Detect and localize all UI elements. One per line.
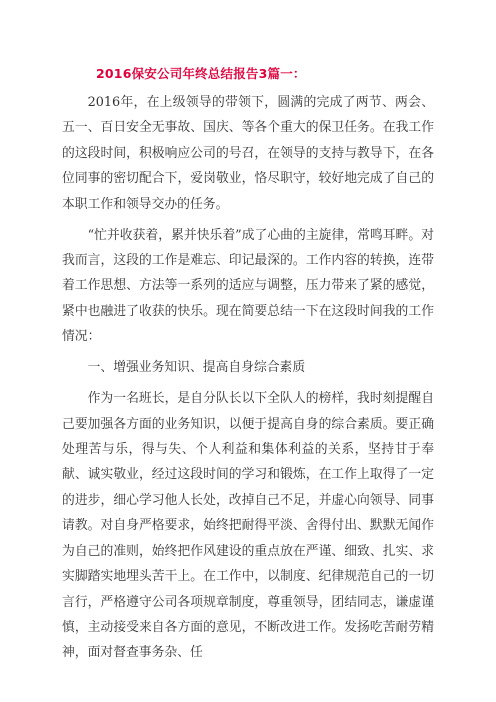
document-body: [62, 90, 434, 671]
paragraph-intro: 2016年，在上级领导的带领下，圆满的完成了两节、两会、五一、百日安全无事故、国庆、等各个重大的保卫任务。在我工作的这段时间，积极响应公司的号召，在领导的支持与教导下，在各位同事的密切配合下，爱岗敬业，恪尽职守，较好地完成了自己的本职工作和领导交办的任务。: [62, 95, 434, 212]
paragraph-summary: “忙并收获着，累并快乐着”成了心曲的主旋律，常鸣耳畔。对我而言，这段的工作是难忘、印记最深的。工作内容的转换，连带着工作思想、方法等一系列的适应与调整，压力带来了紧的感觉，紧中也融进了收获的快乐。现在简要总结一下在这段时间我的工作情况：: [62, 227, 434, 345]
document-title: 2016保安公司年终总结报告3篇一：: [96, 66, 306, 81]
paragraph-section-1: 作为一名班长，是自分队长以下全队人的榜样，我时刻提醒自己要加强各方面的业务知识，以便于提高自身的综合素质。要正确处理苦与乐，得与失、个人利益和集体利益的关系，坚持甘于奉献、诚实敬业，经过这段时间的学习和锻炼，在工作上取得了一定的进步，细心学习他人长处，改掉自己不足，并虚心向领导、同事请教。对自身严格要求，始终把耐得平淡、舍得付出、默默无闻作为自己的准则，始终把作风建设的重点放在严谨、细致、扎实、求实脚踏实地埋头苦干上。在工作中，以制度、纪律规范自己的一切言行，严格遵守公司各项规章制度，尊重领导，团结同志，谦虚谨慎，主动接受来自各方面的意见，不断改进工作。发扬吃苦耐劳精神，面对督查事务杂、任: [62, 391, 434, 661]
section-heading: 一、增强业务知识、提高自身综合素质: [87, 360, 306, 376]
